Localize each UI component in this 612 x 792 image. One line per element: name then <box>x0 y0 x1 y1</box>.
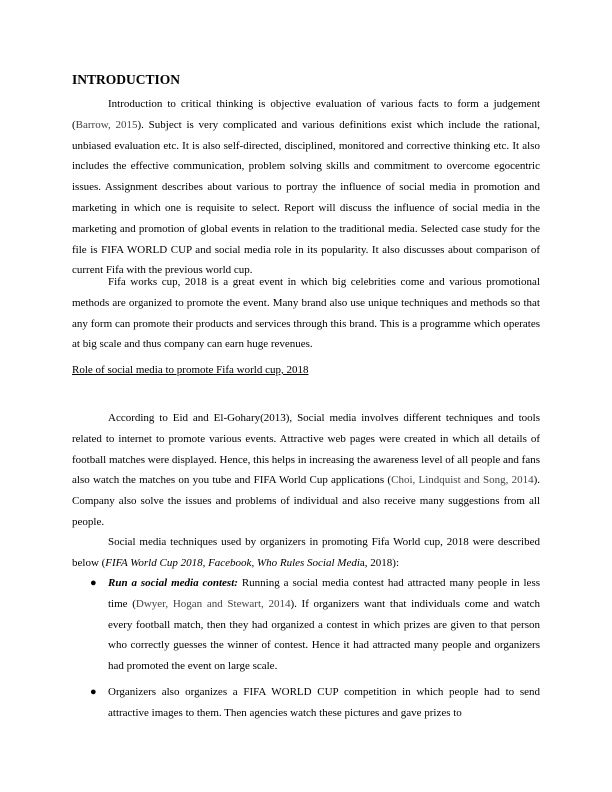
social-media-paragraph <box>72 408 540 533</box>
intro-paragraph <box>72 94 540 281</box>
list-item <box>72 682 540 724</box>
paragraph-text: ). Company also solve the issues and problems of individual and also receive many suggestions from all people. <box>72 474 540 528</box>
section-subheading: Role of social media to promote Fifa world cup, 2018 <box>72 364 309 376</box>
page-title: INTRODUCTION <box>72 72 181 87</box>
paragraph-text: ). Subject is very complicated and various definitions exist which include the rational, unbiased evaluation etc. It is also self-directed, disciplined, monitored and corrective thinking etc. It also includes the effective communication, problem solving skills and commitment to overcome egocentric issues. Assignment describes about various to portray the influence of social media in promotion and marketing in which one is requisite to select. Report will discuss the influence of social media in the marketing and promotion of global events in relation to the traditional media. Selected case study for the file is FIFA WORLD CUP and social media role in its popularity. It also discusses about comparison of current Fifa with the previous world cup. <box>72 118 540 277</box>
list-item <box>72 573 540 677</box>
citation: Choi, Lindquist and Song, 2014 <box>391 474 534 487</box>
paragraph-text: Organizers also organizes a FIFA WORLD CUP competition in which people had to send attractive images to them. Then agencies watch these pictures and gave prizes to <box>108 685 540 719</box>
paragraph-text: Introduction to critical thinking is objective evaluation of various facts to form a judgement ( <box>72 98 540 131</box>
bullet-heading: Run a social media contest: <box>108 577 238 589</box>
bullet-icon: ● <box>90 685 97 698</box>
paragraph-text: ). If organizers want that individuals come and watch every football match, then they had organized a contest in which prizes are given to that person who correctly guesses the winner of contest. Hence it had attracted many people and organizers had promoted the event on large scale. <box>108 597 540 673</box>
italic-reference: FIFA World Cup 2018, Facebook, Who Rules Social Medi <box>105 556 360 569</box>
event-paragraph: Fifa works cup, 2018 is a great event in which big celebrities come and various promotional methods are organized to promote the event. Many brand also use unique techniques and methods so that any form can promote their products and services through this brand. This is a programme which operates at big scale and thus company can earn huge revenues. <box>72 276 540 351</box>
paragraph-text: Running a social media contest had attracted many people in less time ( <box>108 577 541 610</box>
bullet-list <box>72 573 540 729</box>
paragraph-text: According to Eid and El-Gohary(2013), Social media involves different techniques and tools related to internet to promote various events. Attractive web pages were created in which all details of football matches were displayed. Hence, this helps in increasing the awareness level of all people and fans also watch the matches on you tube and FIFA World Cup applications ( <box>72 412 540 487</box>
paragraph-text: a, 2018): <box>359 556 400 569</box>
citation: Dwyer, Hogan and Stewart, 2014 <box>135 597 291 610</box>
techniques-paragraph <box>72 532 540 574</box>
bullet-icon: ● <box>90 577 97 589</box>
paragraph-text: Social media techniques used by organizers in promoting Fifa World cup, 2018 were described below ( <box>72 536 540 569</box>
citation: Barrow, 2015 <box>75 118 138 131</box>
